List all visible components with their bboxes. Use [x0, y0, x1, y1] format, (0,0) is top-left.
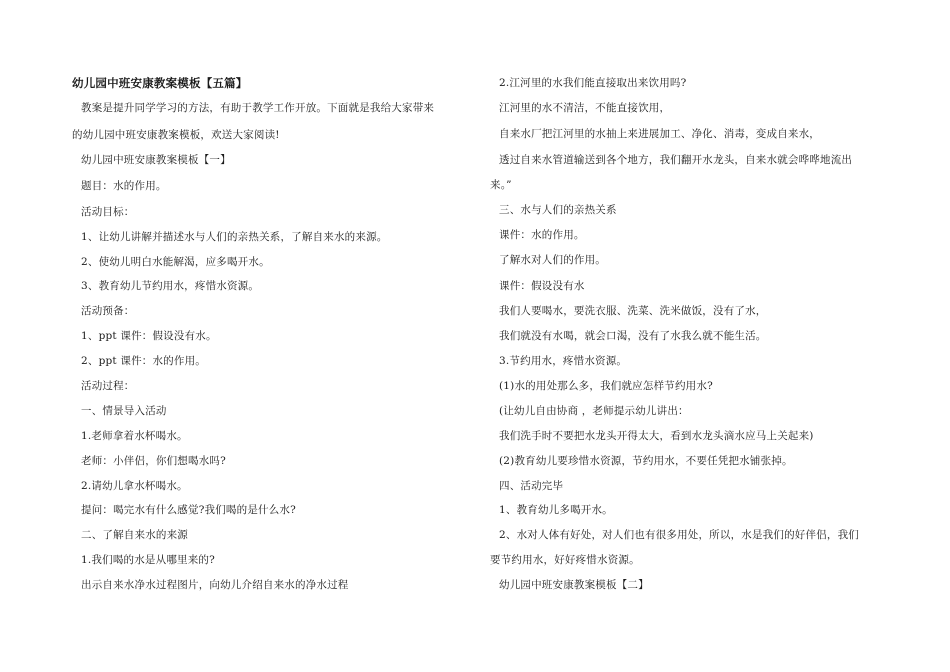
- right-line-16: (2)教育幼儿要珍惜水资源，节约用水，不要任凭把水铺张掉。: [499, 455, 793, 467]
- right-line-11: 我们就没有水喝，就会口渴，没有了水我么就不能生活。: [499, 330, 767, 342]
- right-line-4: 透过自来水管道输送到各个地方，我们翻开水龙头，自来水就会哗哗地流出: [499, 154, 853, 166]
- prep-item-2: 2、ppt 课件：水的作用。: [81, 355, 206, 367]
- process-line-2: 1.老师拿着水杯喝水。: [81, 430, 188, 442]
- right-line-19: 2、水对人体有好处，对人们也有很多用处，所以，水是我们的好伴侣，我们: [499, 529, 859, 541]
- goal-item-3: 3、教育幼儿节约用水，疼惜水资源。: [81, 280, 260, 292]
- section-heading-1: 幼儿园中班安康教案模板【一】: [81, 154, 231, 166]
- right-line-17: 四、活动完毕: [499, 480, 564, 492]
- section-heading-2: 幼儿园中班安康教案模板【二】: [499, 579, 649, 591]
- right-line-10: 我们人要喝水，要洗衣服、洗菜、洗米做饭，没有了水，: [499, 305, 767, 317]
- right-line-14: (让幼儿自由协商 ，老师提示幼儿讲出：: [499, 405, 689, 417]
- process-line-8: 出示自来水净水过程图片，向幼儿介绍自来水的净水过程: [81, 579, 349, 591]
- process-line-3: 老师：小伴侣，你们想喝水吗?: [81, 455, 226, 467]
- right-line-15: 我们洗手时不要把水龙头开得太大，看到水龙头滴水应马上关起来): [499, 430, 814, 442]
- process-line-5: 提问：喝完水有什么感觉?我们喝的是什么水?: [81, 504, 296, 516]
- document-title: 幼儿园中班安康教案模板【五篇】: [72, 76, 248, 90]
- right-line-12: 3.节约用水，疼惜水资源。: [499, 355, 628, 367]
- prep-item-1: 1、ppt 课件：假设没有水。: [81, 330, 217, 342]
- right-line-3: 自来水厂把江河里的水抽上来进展加工、净化、消毒，变成自来水，: [499, 128, 820, 140]
- right-line-5: 来。”: [490, 179, 512, 191]
- right-line-9: 课件：假设没有水: [499, 280, 585, 292]
- right-line-20: 要节约用水，好好疼惜水资源。: [490, 554, 640, 566]
- goal-heading: 活动目标：: [81, 206, 135, 218]
- prep-heading: 活动预备：: [81, 305, 135, 317]
- process-heading: 活动过程：: [81, 380, 135, 392]
- topic-line: 题目：水的作用。: [81, 180, 167, 192]
- right-line-1: 2.江河里的水我们能直接取出来饮用吗?: [499, 77, 687, 89]
- goal-item-2: 2、使幼儿明白水能解渴，应多喝开水。: [81, 256, 270, 268]
- process-line-7: 1.我们喝的水是从哪里来的?: [81, 554, 215, 566]
- intro-line-1: 教案是提升同学学习的方法，有助于教学工作开放。下面就是我给大家带来: [81, 102, 435, 114]
- right-line-8: 了解水对人们的作用。: [499, 254, 606, 266]
- right-line-6: 三、水与人们的亲热关系: [499, 204, 617, 216]
- right-line-2: 江河里的水不清洁，不能直接饮用，: [499, 102, 671, 114]
- goal-item-1: 1、让幼儿讲解并描述水与人们的亲热关系，了解自来水的来源。: [81, 231, 388, 243]
- process-line-1: 一、情景导入活动: [81, 405, 167, 417]
- right-line-18: 1、教育幼儿多喝开水。: [499, 504, 613, 516]
- right-line-7: 课件：水的作用。: [499, 229, 585, 241]
- process-line-4: 2.请幼儿拿水杯喝水。: [81, 480, 188, 492]
- right-line-13: (1)水的用处那么多，我们就应怎样节约用水?: [499, 380, 713, 392]
- process-line-6: 二、了解自来水的来源: [81, 529, 188, 541]
- intro-line-2: 的幼儿园中班安康教案模板，欢送大家阅读!: [72, 129, 280, 141]
